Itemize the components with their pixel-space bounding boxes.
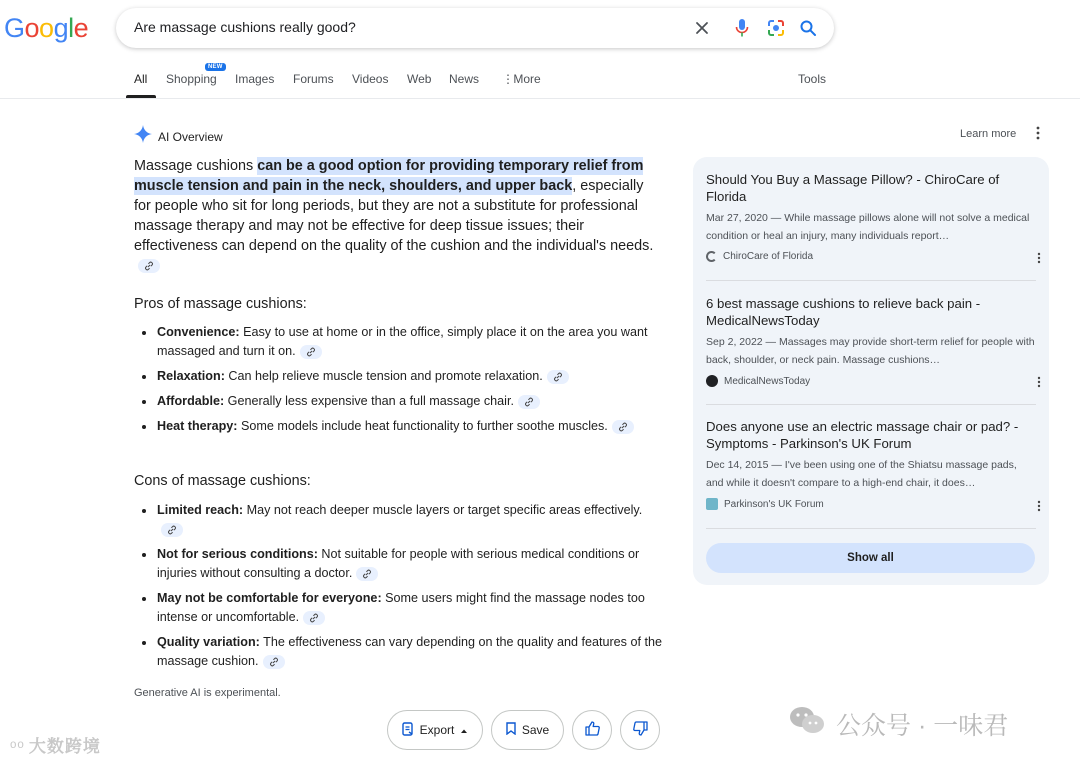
citation-link-icon[interactable] (303, 611, 325, 625)
export-label: Export (419, 723, 455, 737)
logo-letter: o (24, 13, 40, 43)
item-text: Can help relieve muscle tension and promote relaxation. (224, 369, 543, 383)
pros-list (140, 323, 664, 436)
thumbs-up-icon (585, 721, 600, 739)
tab-more[interactable] (502, 72, 541, 86)
item-text: The effectiveness can vary depending on the quality and features of the massage cushion. (157, 635, 662, 668)
logo-letter: e (73, 13, 89, 43)
item-text: Generally less expensive than a full massage chair. (224, 394, 514, 408)
search-box[interactable] (116, 8, 834, 48)
cons-list (140, 501, 664, 671)
pros-heading: Pros of massage cushions: (134, 296, 307, 312)
sources-panel (693, 157, 1049, 585)
save-label: Save (521, 723, 550, 737)
wechat-icon (788, 704, 826, 743)
watermark-left-text: 大数跨境 (28, 737, 101, 756)
source-more-icon[interactable] (1037, 499, 1043, 513)
source-title[interactable]: Does anyone use an electric massage chair or pad? - Symptoms - Parkinson's UK Forum (706, 419, 1019, 451)
tab-all[interactable]: All (134, 72, 148, 86)
bookmark-icon (506, 722, 516, 738)
export-button[interactable] (387, 710, 483, 750)
tab-videos[interactable]: Videos (352, 72, 389, 86)
watermark-right (788, 704, 1008, 743)
citation-link-icon[interactable] (547, 370, 569, 384)
export-icon (402, 722, 414, 739)
citation-link-icon[interactable] (161, 523, 183, 537)
source-divider (706, 528, 1036, 529)
source-site: ChiroCare of Florida (723, 251, 814, 262)
item-term: Heat therapy: (157, 419, 238, 433)
source-site: MedicalNewsToday (724, 375, 811, 387)
item-term: Convenience: (157, 325, 240, 339)
source-card[interactable] (706, 171, 1036, 262)
summary-text: Massage cushions (134, 158, 258, 174)
source-title[interactable]: Should You Buy a Massage Pillow? - ChiroCare of Florida (706, 172, 1000, 204)
source-card[interactable] (706, 418, 1036, 510)
source-site: Parkinson's UK Forum (724, 498, 824, 510)
more-dots-icon: ⋮ (502, 72, 514, 86)
summary-text: , especially for people who sit for long periods, but they are not a substitute for professional massage therapy and may not be effective for deep tissue issues; their effectiveness can depend on the quality of the cushion and the individual's needs. (134, 178, 654, 254)
google-lens-icon[interactable] (764, 16, 788, 40)
item-term: Not for serious conditions: (157, 547, 318, 561)
citation-link-icon[interactable] (518, 395, 540, 409)
list-item (140, 417, 664, 436)
source-snippet: Dec 14, 2015 — I've been using one of the Shiatsu massage pads, and while it doesn't compare to a high-end chair, it does… (706, 459, 1017, 489)
save-button[interactable] (491, 710, 564, 750)
item-term: Quality variation: (157, 635, 260, 649)
ai-overview-summary (134, 156, 664, 276)
caret-up-icon (460, 723, 468, 737)
tab-more-label: More (513, 72, 541, 86)
item-term: Limited reach: (157, 503, 244, 517)
item-text: May not reach deeper muscle layers or target specific areas effectively. (243, 503, 643, 517)
tab-web[interactable]: Web (407, 72, 432, 86)
source-meta (706, 251, 1036, 262)
item-text: Not suitable for people with serious medical conditions or injuries without consulting a doctor. (157, 547, 640, 580)
list-item (140, 501, 664, 539)
item-term: Relaxation: (157, 369, 225, 383)
learn-more-link[interactable]: Learn more (960, 128, 1017, 140)
source-divider (706, 280, 1036, 281)
citation-link-icon[interactable] (356, 567, 378, 581)
logo-letter: G (4, 13, 25, 43)
show-all-button[interactable]: Show all (706, 543, 1035, 573)
item-term: May not be comfortable for everyone: (157, 591, 382, 605)
tab-forums[interactable]: Forums (293, 72, 334, 86)
item-text: Some models include heat functionality to further soothe muscles. (237, 419, 608, 433)
header-divider (0, 98, 1080, 99)
citation-link-icon[interactable] (138, 259, 160, 273)
list-item (140, 367, 664, 386)
more-options-icon[interactable] (1036, 126, 1046, 144)
chirocare-favicon-icon (706, 251, 717, 262)
logo-letter: g (53, 13, 69, 43)
tab-shopping[interactable] (166, 64, 223, 86)
list-item (140, 392, 664, 411)
thumbs-down-button[interactable] (620, 710, 660, 750)
logo-letter: o (39, 13, 54, 43)
tools-button[interactable]: Tools (798, 72, 827, 86)
new-badge: NEW (205, 63, 226, 71)
item-text: Easy to use at home or in the office, simply place it on the area you want massaged and turn it on. (157, 325, 648, 358)
generative-ai-disclaimer: Generative AI is experimental. (134, 687, 281, 699)
tab-shopping-label: Shopping (166, 72, 217, 86)
source-card[interactable] (706, 295, 1036, 387)
search-input[interactable]: Are massage cushions really good? (134, 19, 356, 35)
parkinsons-favicon-icon (706, 498, 718, 510)
ai-overview-title: AI Overview (158, 129, 223, 144)
tab-news[interactable]: News (449, 72, 480, 86)
list-item (140, 633, 664, 671)
thumbs-up-button[interactable] (572, 710, 612, 750)
source-snippet: Sep 2, 2022 — Massages may provide short-term relief for people with back, shoulder, or neck pain. Massage cushions… (706, 336, 1035, 366)
citation-link-icon[interactable] (263, 655, 285, 669)
cons-heading: Cons of massage cushions: (134, 473, 311, 489)
source-title[interactable]: 6 best massage cushions to relieve back pain - MedicalNewsToday (706, 296, 981, 328)
medicalnewstoday-favicon-icon (706, 375, 718, 387)
list-item (140, 545, 664, 583)
watermark-left (10, 732, 101, 757)
list-item (140, 323, 664, 361)
source-divider (706, 404, 1036, 405)
source-more-icon[interactable] (1037, 375, 1043, 389)
item-text: Some users might find the massage nodes too intense or uncomfortable. (157, 591, 645, 624)
tab-images[interactable]: Images (235, 72, 275, 86)
sparkle-icon (134, 125, 152, 148)
item-term: Affordable: (157, 394, 225, 408)
source-more-icon[interactable] (1037, 251, 1043, 265)
summary-highlight: can be a good option for providing temporary relief from muscle tension and pain in the neck, shoulders, and upper back (134, 158, 644, 194)
microphone-icon[interactable] (730, 16, 754, 40)
ai-overview-header (134, 125, 223, 148)
watermark-right-text: 公众号 · 一味君 (836, 711, 1009, 740)
clear-icon[interactable] (690, 16, 714, 40)
source-meta (706, 375, 1036, 387)
logo-letter: l (68, 13, 74, 43)
list-item (140, 589, 664, 627)
search-icon[interactable] (796, 16, 820, 40)
google-logo[interactable] (4, 12, 88, 44)
source-meta (706, 498, 1036, 510)
citation-link-icon[interactable] (612, 420, 634, 434)
watermark-logo-icon: ᵒᵒ (10, 737, 25, 756)
source-snippet: Mar 27, 2020 — While massage pillows alone will not solve a medical condition or heal an injury, many individuals report… (706, 212, 1030, 242)
citation-link-icon[interactable] (300, 345, 322, 359)
thumbs-down-icon (633, 721, 648, 739)
